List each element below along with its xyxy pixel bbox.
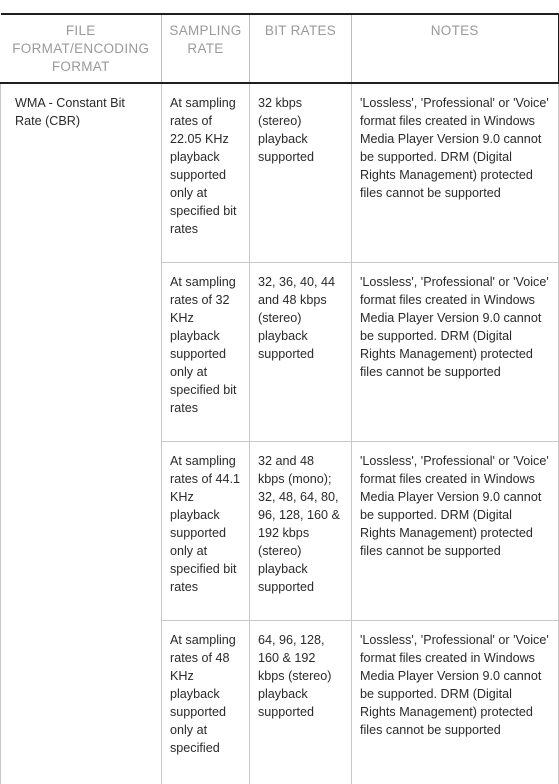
- supported-audio-formats-table: [0, 13, 559, 784]
- header-notes: NOTES: [352, 14, 559, 83]
- sampling-rate-cell: At sampling rates of 32 KHz playback supported only at specified bit rates: [162, 263, 250, 442]
- table-header: [1, 14, 559, 83]
- table-body: [1, 83, 559, 784]
- header-bit-rates: BIT RATES: [250, 14, 352, 83]
- table-header-row: [1, 14, 559, 83]
- notes-cell: 'Lossless', 'Professional' or 'Voice' format files created in Windows Media Player Version 9.0 cannot be supported. DRM (Digital Rights Management) protected files cannot be supported: [352, 263, 559, 442]
- header-sampling-rate: SAMPLING RATE: [162, 14, 250, 83]
- notes-cell: 'Lossless', 'Professional' or 'Voice' format files created in Windows Media Player Version 9.0 cannot be supported. DRM (Digital Rights Management) protected files cannot be supported: [352, 621, 559, 784]
- bit-rates-cell: 32 and 48 kbps (mono); 32, 48, 64, 80, 96, 128, 160 & 192 kbps (stereo) playback supported: [250, 442, 352, 621]
- header-file-format: FILE FORMAT/ENCODING FORMAT: [1, 14, 162, 83]
- table-row: [1, 83, 559, 263]
- sampling-rate-cell: At sampling rates of 44.1 KHz playback supported only at specified bit rates: [162, 442, 250, 621]
- sampling-rate-cell: At sampling rates of 48 KHz playback supported only at specified: [162, 621, 250, 784]
- bit-rates-cell: 64, 96, 128, 160 & 192 kbps (stereo) playback supported: [250, 621, 352, 784]
- format-name-cell: WMA - Constant Bit Rate (CBR): [1, 83, 162, 784]
- bit-rates-cell: 32 kbps (stereo) playback supported: [250, 83, 352, 263]
- bit-rates-cell: 32, 36, 40, 44 and 48 kbps (stereo) playback supported: [250, 263, 352, 442]
- notes-cell: 'Lossless', 'Professional' or 'Voice' format files created in Windows Media Player Version 9.0 cannot be supported. DRM (Digital Rights Management) protected files cannot be supported: [352, 442, 559, 621]
- sampling-rate-cell: At sampling rates of 22.05 KHz playback supported only at specified bit rates: [162, 83, 250, 263]
- notes-cell: 'Lossless', 'Professional' or 'Voice' format files created in Windows Media Player Version 9.0 cannot be supported. DRM (Digital Rights Management) protected files cannot be supported: [352, 83, 559, 263]
